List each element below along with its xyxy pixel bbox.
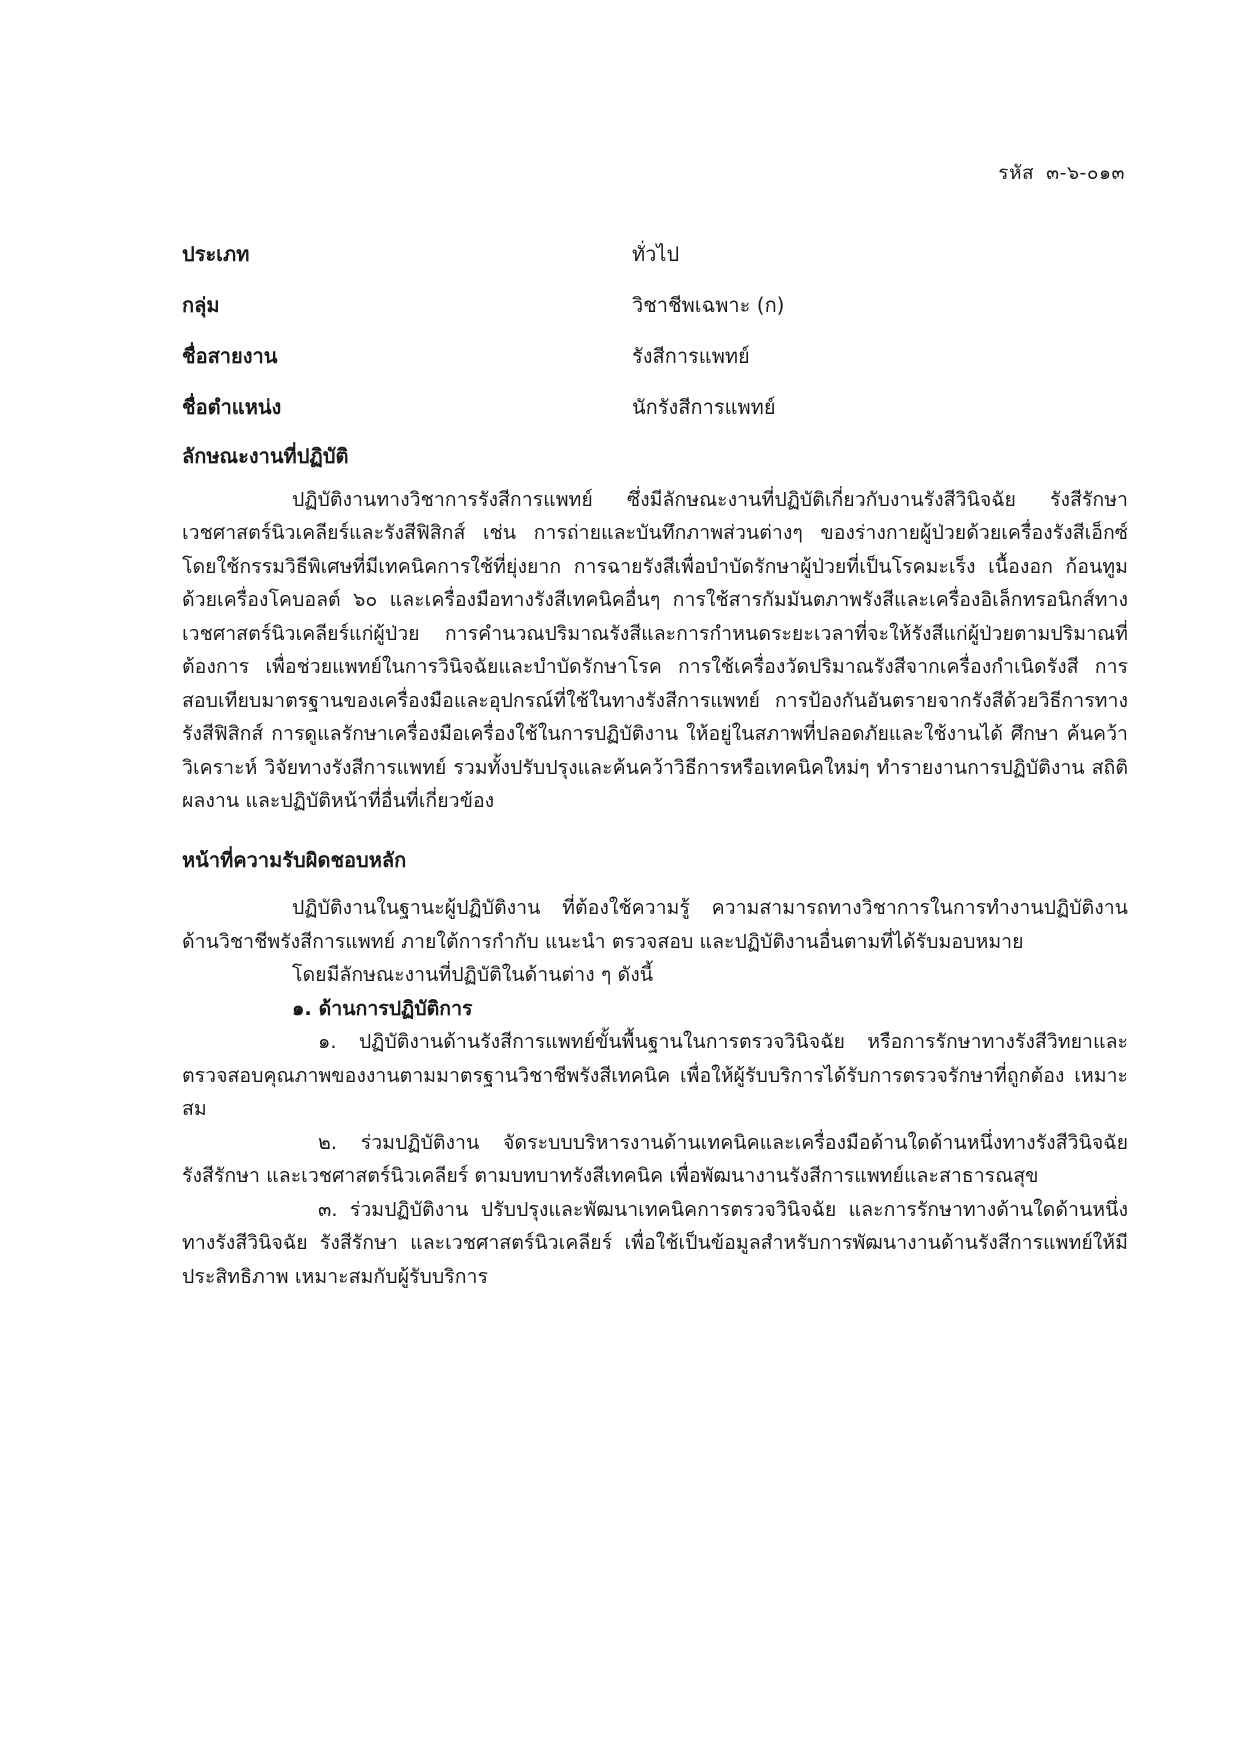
section-text-nature: ปฏิบัติงานทางวิชาการรังสีการแพทย์ ซึ่งมีลักษณะงานที่ปฏิบัติเกี่ยวกับงานรังสีวินิจฉัย รังสีรักษา เวชศาสตร์นิวเคลียร์และรังสีฟิสิกส์ เช่น การถ่ายและบันทึกภาพส่วนต่างๆ ของร่างกายผู้ป่วยด้วยเครื่องรังสีเอ็กซ์ โดยใช้กรรมวิธีพิเศษที่มีเทคนิคการใช้ที่ยุ่งยาก การฉายรังสีเพื่อบำบัดรักษาผู้ป่วยที่เป็นโรคมะเร็ง เนื้องอก ก้อนทูม ด้วยเครื่องโคบอลต์ ๖๐ และเครื่องมือทางรังสีเทคนิคอื่นๆ การใช้สารกัมมันตภาพรังสีและเครื่องอิเล็กทรอนิกส์ทางเวชศาสตร์นิวเคลียร์แก่ผู้ป่วย การคำนวณปริมาณรังสีและการกำหนดระยะเวลาที่จะให้รังสีแก่ผู้ป่วยตามปริมาณที่ต้องการ เพื่อช่วยแพทย์ในการวินิจฉัยและบำบัดรักษาโรค การใช้เครื่องวัดปริมาณรังสีจากเครื่องกำเนิดรังสี การสอบเทียบมาตรฐานของเครื่องมือและอุปกรณ์ที่ใช้ในทางรังสีการแพทย์ การป้องกันอันตรายจากรังสีด้วยวิธีการทางรังสีฟิสิกส์ การดูแลรักษาเครื่องมือเครื่องใช้ในการปฏิบัติงาน ให้อยู่ในสภาพที่ปลอดภัยและใช้งานได้ ศึกษา ค้นคว้า วิเคราะห์ วิจัยทางรังสีการแพทย์ รวมทั้งปรับปรุงและค้นคว้าวิธีการหรือเทคนิคใหม่ๆ ทำรายงานการปฏิบัติงาน สถิติผลงาน และปฏิบัติหน้าที่อื่นที่เกี่ยวข้อง: [182, 487, 1128, 812]
info-value-position: นักรังสีการแพทย์: [632, 395, 776, 419]
info-row-group: [182, 289, 1082, 340]
info-value-line: รังสีการแพทย์: [632, 344, 750, 368]
section-heading-duties: หน้าที่ความรับผิดชอบหลัก: [182, 847, 407, 872]
info-key-group: กลุ่ม: [182, 293, 220, 317]
info-key-position: ชื่อตำแหน่ง: [182, 395, 282, 419]
info-row-position: [182, 391, 1082, 442]
info-key-type: ประเภท: [182, 242, 250, 266]
position-info: [182, 238, 1082, 442]
operations-item-2: ๒. ร่วมปฏิบัติงาน จัดระบบบริหารงานด้านเทคนิคและเครื่องมือด้านใดด้านหนึ่งทางรังสีวินิจฉัย รังสีรักษา และเวชศาสตร์นิวเคลียร์ ตามบทบาทรังสีเทคนิค เพื่อพัฒนางานรังสีการแพทย์และสาธารณสุข: [182, 1130, 1128, 1187]
info-key-line: ชื่อสายงาน: [182, 344, 278, 368]
document-body: [182, 440, 1128, 1293]
info-value-type: ทั่วไป: [632, 242, 680, 266]
section-text-duties: ปฏิบัติงานในฐานะผู้ปฏิบัติงาน ที่ต้องใช้ความรู้ ความสามารถทางวิชาการในการทำงานปฏิบัติงานด้านวิชาชีพรังสีการแพทย์ ภายใต้การกำกับ แนะนำ ตรวจสอบ และปฏิบัติงานอื่นตามที่ได้รับมอบหมาย: [182, 896, 1128, 953]
section-heading-nature: ลักษณะงานที่ปฏิบัติ: [182, 444, 349, 468]
operations-item-1: ๑. ปฏิบัติงานด้านรังสีการแพทย์ขั้นพื้นฐานในการตรวจวินิจฉัย หรือการรักษาทางรังสีวิทยาและตรวจสอบคุณภาพของงานตามมาตรฐานวิชาชีพรังสีเทคนิค เพื่อให้ผู้รับบริการได้รับการตรวจรักษาที่ถูกต้อง เหมาะสม: [182, 1030, 1128, 1120]
info-value-group: วิชาชีพเฉพาะ (ก): [632, 293, 785, 317]
info-row-type: [182, 238, 1082, 289]
document-code: [998, 158, 1125, 188]
code-value: ๓-๖-๐๑๓: [1046, 162, 1125, 184]
section-heading-operations: ๑. ด้านการปฏิบัติการ: [292, 996, 473, 1020]
info-row-line: [182, 340, 1082, 391]
operations-item-3: ๓. ร่วมปฏิบัติงาน ปรับปรุงและพัฒนาเทคนิคการตรวจวินิจฉัย และการรักษาทางด้านใดด้านหนึ่งทางรังสีวินิจฉัย รังสีรักษา และเวชศาสตร์นิวเคลียร์ เพื่อใช้เป็นข้อมูลสำหรับการพัฒนางานด้านรังสีการแพทย์ให้มีประสิทธิภาพ เหมาะสมกับผู้รับบริการ: [182, 1197, 1128, 1288]
code-label: รหัส: [998, 162, 1035, 184]
duties-intro: โดยมีลักษณะงานที่ปฏิบัติในด้านต่าง ๆ ดังนี้: [292, 963, 654, 986]
